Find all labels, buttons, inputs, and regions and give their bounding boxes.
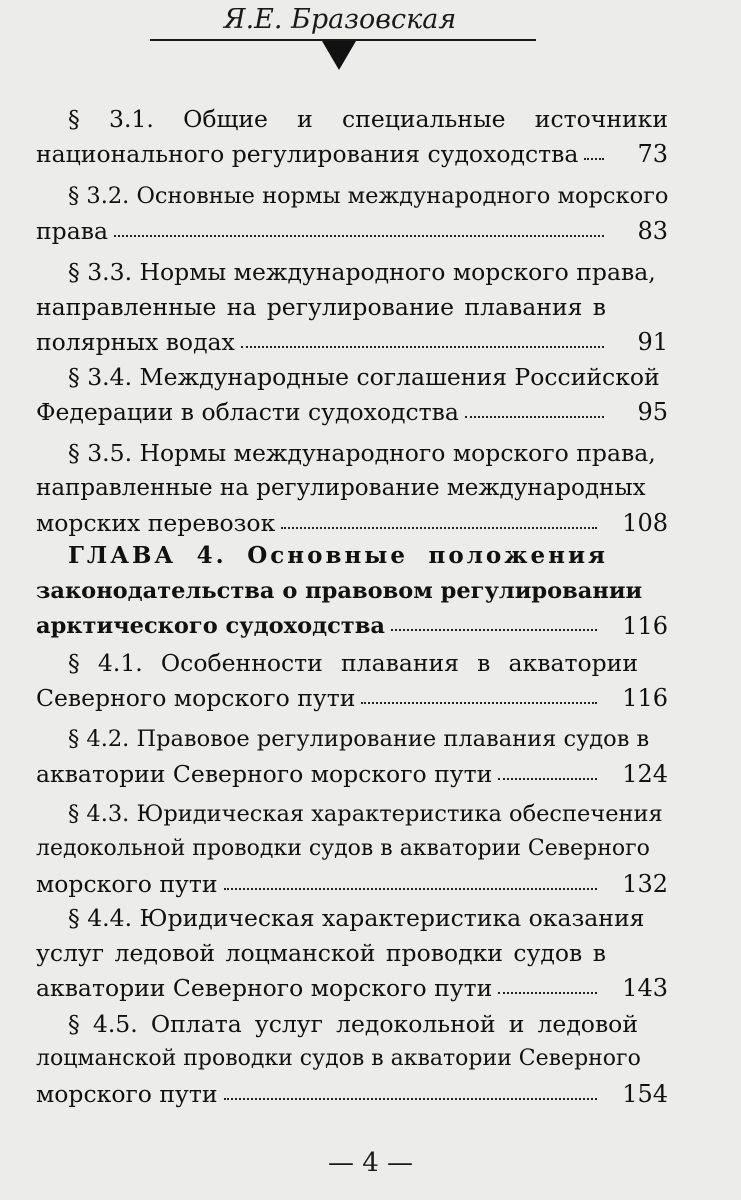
toc-line-text: акватории Северного морского пути — [36, 760, 493, 788]
toc-page-number: 154 — [622, 1080, 668, 1108]
toc-line-text: права — [36, 217, 108, 245]
toc-line-last — [36, 138, 608, 170]
leader-dots — [241, 344, 604, 348]
toc-line-text: Северного морского пути — [36, 684, 356, 712]
toc-line: услуг ледовой лоцманской проводки судов в — [36, 939, 606, 967]
toc-line-last — [36, 972, 601, 1004]
toc-page-number: 116 — [622, 612, 668, 640]
toc-line-text: морского пути — [36, 870, 218, 898]
toc-page-number: 143 — [622, 974, 668, 1002]
page-number-footer: — 4 — — [327, 1148, 414, 1178]
toc-page-number: 95 — [637, 398, 668, 426]
toc-page-number: 124 — [622, 760, 668, 788]
toc-line-last — [36, 1078, 601, 1110]
toc-line-text: арктического судоходства — [36, 613, 385, 639]
toc-line-text: морского пути — [36, 1080, 218, 1108]
toc-page-number: 108 — [622, 509, 668, 537]
toc-line-text: национального регулирования судоходства — [36, 140, 579, 168]
toc-line: § 4.3. Юридическая характеристика обеспечения — [68, 801, 663, 827]
toc-page-number: 132 — [622, 870, 668, 898]
leader-dots — [224, 1096, 597, 1100]
leader-dots — [584, 156, 604, 160]
toc-line: § 4.2. Правовое регулирование плавания судов в — [68, 726, 650, 752]
toc-line-last — [36, 507, 601, 539]
leader-dots — [465, 414, 604, 418]
leader-dots — [114, 233, 604, 237]
toc-line-last — [36, 758, 601, 790]
toc-line: § 3.1. Общие и специальные источники — [68, 105, 668, 133]
toc-line: направленные на регулирование международных — [36, 475, 646, 501]
leader-dots — [498, 776, 597, 780]
toc-line: § 3.5. Нормы международного морского права, — [68, 439, 656, 467]
toc-line-last — [36, 326, 608, 358]
toc-line-text: морских перевозок — [36, 509, 276, 537]
toc-line: лоцманской проводки судов в акватории Северного — [36, 1046, 641, 1071]
toc-line: ледокольной проводки судов в акватории Северного — [36, 836, 650, 861]
toc-line: § 3.3. Нормы международного морского права, — [68, 258, 656, 286]
toc-line: § 3.2. Основные нормы международного морского — [68, 183, 669, 209]
toc-line-last — [36, 868, 601, 900]
leader-dots — [224, 886, 597, 890]
toc-line-last — [36, 215, 608, 247]
toc-line-last — [36, 396, 608, 428]
running-header — [0, 0, 741, 72]
toc-line: § 3.4. Международные соглашения Российской — [68, 363, 660, 391]
toc-line-last — [36, 682, 601, 714]
toc-page-number: 91 — [637, 328, 668, 356]
author-name: Я.Е. Бразовская — [223, 4, 457, 35]
chapter-title: ГЛАВА 4. Основные положения — [68, 542, 608, 569]
toc-line: § 4.4. Юридическая характеристика оказания — [68, 904, 645, 932]
leader-dots — [498, 990, 597, 994]
toc-line: § 4.1. Особенности плавания в акватории — [68, 649, 638, 677]
toc-line-text: полярных водах — [36, 328, 235, 356]
header-triangle-ornament — [322, 41, 356, 70]
toc-page-number: 73 — [637, 140, 668, 168]
toc-line-last — [36, 610, 601, 642]
toc-line: § 4.5. Оплата услуг ледокольной и ледовой — [68, 1010, 638, 1038]
chapter-title: законодательства о правовом регулировании — [36, 578, 643, 604]
leader-dots — [361, 700, 597, 704]
toc-page-number: 116 — [622, 684, 668, 712]
toc-line-text: Федерации в области судоходства — [36, 398, 459, 426]
toc-line: направленные на регулирование плавания в — [36, 293, 606, 321]
leader-dots — [281, 525, 597, 529]
leader-dots — [391, 627, 597, 631]
toc-line-text: акватории Северного морского пути — [36, 974, 493, 1002]
toc-page-number: 83 — [637, 217, 668, 245]
